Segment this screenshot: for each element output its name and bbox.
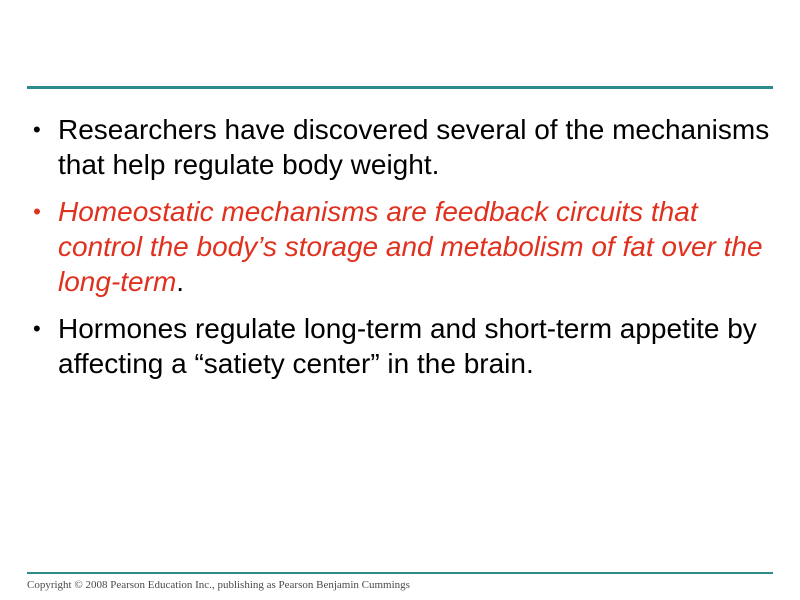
bottom-divider	[27, 572, 773, 574]
bullet-dot-icon: •	[33, 316, 41, 341]
bullet-dot-icon: •	[33, 117, 41, 142]
bullet-item-homeostatic	[33, 194, 773, 299]
bullet-text: Hormones regulate long-term and short-term appetite by affecting a “satiety center” in the brain.	[58, 313, 757, 379]
bullet-item-hormones	[33, 311, 773, 381]
bullet-item-research	[33, 112, 773, 182]
top-divider	[27, 86, 773, 89]
bullet-list	[33, 112, 773, 393]
bullet-text-emphasized: Homeostatic mechanisms are feedback circuits that control the body’s storage and metabolism of fat over the long-term	[58, 196, 763, 297]
bullet-dot-icon: •	[33, 199, 41, 224]
bullet-text: Researchers have discovered several of the mechanisms that help regulate body weight.	[58, 114, 770, 180]
bullet-trailing-period: .	[176, 266, 185, 297]
copyright-footer: Copyright © 2008 Pearson Education Inc., publishing as Pearson Benjamin Cummings	[27, 579, 410, 591]
